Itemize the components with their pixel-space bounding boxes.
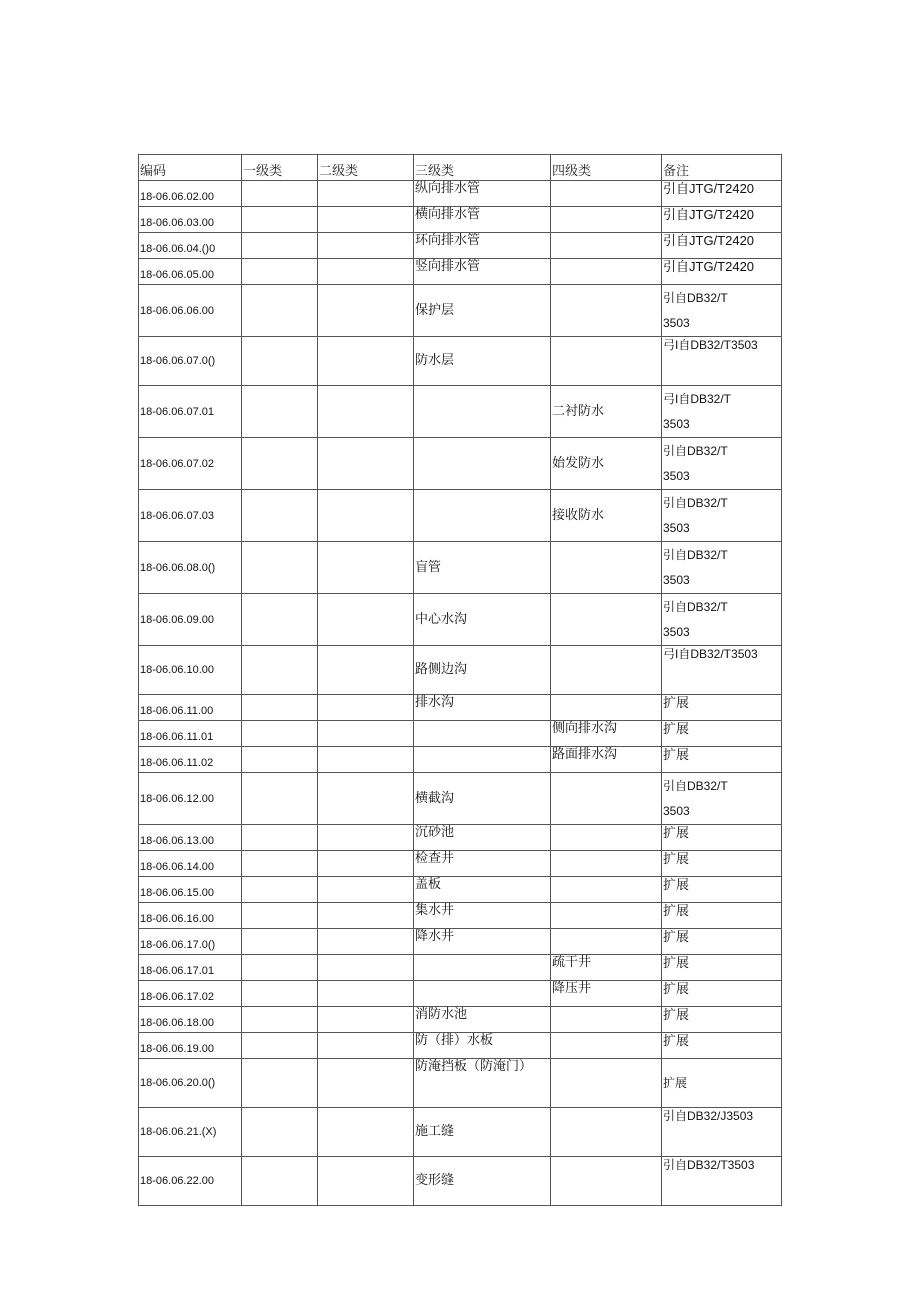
cell-level3: 横截沟: [414, 773, 551, 825]
cell-code: 18-06.06.05.00: [139, 259, 242, 285]
cell-level1: [242, 851, 318, 877]
cell-level2: [318, 955, 414, 981]
cell-level1: [242, 646, 318, 695]
cell-level2: [318, 903, 414, 929]
table-header-row: [139, 155, 782, 181]
cell-level2: [318, 721, 414, 747]
table-row: [139, 773, 782, 825]
cell-level4: [551, 207, 662, 233]
cell-level2: [318, 1033, 414, 1059]
table-row: [139, 877, 782, 903]
cell-level1: [242, 981, 318, 1007]
header-level4: 四级类: [551, 155, 662, 181]
cell-level3: 路侧边沟: [414, 646, 551, 695]
table-row: [139, 542, 782, 594]
cell-level4: [551, 542, 662, 594]
cell-note-line2: 3503: [663, 417, 690, 431]
table-row: [139, 490, 782, 542]
cell-note: 引自JTG/T2420: [662, 181, 782, 207]
cell-level1: [242, 285, 318, 337]
cell-level2: [318, 438, 414, 490]
cell-level3: 施工缝: [414, 1108, 551, 1157]
cell-level4: [551, 903, 662, 929]
cell-code: 18-06.06.07.01: [139, 386, 242, 438]
cell-level1: [242, 695, 318, 721]
cell-level1: [242, 1108, 318, 1157]
cell-level4: [551, 337, 662, 386]
cell-level1: [242, 877, 318, 903]
cell-note-line1: 引自DB32/T: [663, 496, 728, 510]
cell-code: 18-06.06.11.02: [139, 747, 242, 773]
cell-level4: [551, 1033, 662, 1059]
cell-level4: [551, 825, 662, 851]
cell-level2: [318, 259, 414, 285]
table-row: [139, 337, 782, 386]
cell-level3: [414, 747, 551, 773]
cell-level3: 沉砂池: [414, 825, 551, 851]
cell-code: 18-06.06.14.00: [139, 851, 242, 877]
cell-note: 引自DB32/J3503: [662, 1108, 782, 1157]
cell-level3: 盲管: [414, 542, 551, 594]
cell-level2: [318, 594, 414, 646]
cell-code: 18-06.06.16.00: [139, 903, 242, 929]
cell-level1: [242, 337, 318, 386]
cell-level2: [318, 386, 414, 438]
table-row: [139, 929, 782, 955]
cell-note: 引自JTG/T2420: [662, 207, 782, 233]
cell-level4: [551, 1007, 662, 1033]
cell-level2: [318, 490, 414, 542]
cell-note-line1: 引自DB32/T: [663, 779, 728, 793]
cell-note-line1: 引自DB32/T: [663, 291, 728, 305]
cell-code: 18-06.06.22.00: [139, 1157, 242, 1206]
cell-level1: [242, 1157, 318, 1206]
cell-note: 扩展: [662, 955, 782, 981]
cell-code: 18-06.06.17.01: [139, 955, 242, 981]
cell-code: 18-06.06.07.0(): [139, 337, 242, 386]
cell-code: 18-06.06.11.01: [139, 721, 242, 747]
cell-note: 扩展: [662, 695, 782, 721]
cell-note-line2: 3503: [663, 804, 690, 818]
header-level1: 一级类: [242, 155, 318, 181]
cell-level2: [318, 773, 414, 825]
cell-level1: [242, 903, 318, 929]
cell-level2: [318, 1059, 414, 1108]
cell-level3: 环向排水管: [414, 233, 551, 259]
table-row: [139, 1157, 782, 1206]
cell-level1: [242, 1033, 318, 1059]
cell-level1: [242, 233, 318, 259]
cell-level2: [318, 181, 414, 207]
table-row: [139, 721, 782, 747]
cell-note: [662, 594, 782, 646]
cell-level2: [318, 981, 414, 1007]
cell-level4: [551, 233, 662, 259]
table-row: [139, 851, 782, 877]
cell-note-line2: 3503: [663, 316, 690, 330]
cell-level4: [551, 929, 662, 955]
cell-code: 18-06.06.13.00: [139, 825, 242, 851]
cell-code: 18-06.06.20.0(): [139, 1059, 242, 1108]
cell-level4: [551, 851, 662, 877]
cell-note: 引自JTG/T2420: [662, 259, 782, 285]
cell-level2: [318, 695, 414, 721]
cell-note-line1: 弓I自DB32/T: [663, 392, 732, 406]
cell-level3: 竖向排水管: [414, 259, 551, 285]
cell-level3: 中心水沟: [414, 594, 551, 646]
cell-level4: [551, 877, 662, 903]
cell-level4: [551, 285, 662, 337]
cell-note-line1: 引自DB32/T: [663, 548, 728, 562]
cell-level1: [242, 1059, 318, 1108]
table-row: [139, 386, 782, 438]
table-row: [139, 181, 782, 207]
cell-note: 扩展: [662, 929, 782, 955]
cell-level1: [242, 1007, 318, 1033]
cell-note: 引自DB32/T3503: [662, 1157, 782, 1206]
cell-level3: 纵向排水管: [414, 181, 551, 207]
cell-level3: 排水沟: [414, 695, 551, 721]
cell-level1: [242, 542, 318, 594]
cell-level3: 降水井: [414, 929, 551, 955]
cell-level4: 侧向排水沟: [551, 721, 662, 747]
cell-note: 扩展: [662, 747, 782, 773]
table-row: [139, 747, 782, 773]
cell-code: 18-06.06.11.00: [139, 695, 242, 721]
cell-note: 扩展: [662, 851, 782, 877]
table-row: [139, 903, 782, 929]
cell-code: 18-06.06.12.00: [139, 773, 242, 825]
cell-code: 18-06.06.07.02: [139, 438, 242, 490]
cell-level3: 保护层: [414, 285, 551, 337]
cell-level2: [318, 542, 414, 594]
header-level2: 二级类: [318, 155, 414, 181]
cell-level4: 接收防水: [551, 490, 662, 542]
cell-code: 18-06.06.07.03: [139, 490, 242, 542]
cell-note: 弓I自DB32/T3503: [662, 337, 782, 386]
cell-note: 扩展: [662, 877, 782, 903]
cell-level4: [551, 773, 662, 825]
table-row: [139, 981, 782, 1007]
cell-code: 18-06.06.17.02: [139, 981, 242, 1007]
cell-level2: [318, 825, 414, 851]
cell-note: 引自JTG/T2420: [662, 233, 782, 259]
header-code: 编码: [139, 155, 242, 181]
table-row: [139, 285, 782, 337]
cell-note: [662, 542, 782, 594]
cell-level1: [242, 955, 318, 981]
table-row: [139, 955, 782, 981]
cell-note-line2: 3503: [663, 625, 690, 639]
cell-code: 18-06.06.04.()0: [139, 233, 242, 259]
cell-note: [662, 285, 782, 337]
cell-level2: [318, 929, 414, 955]
cell-note: [662, 490, 782, 542]
cell-note-line1: 引自DB32/T: [663, 444, 728, 458]
cell-level1: [242, 929, 318, 955]
cell-level3: [414, 386, 551, 438]
cell-level4: [551, 181, 662, 207]
cell-level3: 变形缝: [414, 1157, 551, 1206]
cell-code: 18-06.06.03.00: [139, 207, 242, 233]
cell-level3: [414, 955, 551, 981]
cell-note-line1: 引自DB32/T: [663, 600, 728, 614]
cell-level4: 降压井: [551, 981, 662, 1007]
cell-level3: 横向排水管: [414, 207, 551, 233]
cell-level4: [551, 1059, 662, 1108]
cell-level2: [318, 1157, 414, 1206]
cell-level4: 路面排水沟: [551, 747, 662, 773]
cell-level4: [551, 1157, 662, 1206]
table-row: [139, 1007, 782, 1033]
header-level3: 三级类: [414, 155, 551, 181]
cell-note: 弓I自DB32/T3503: [662, 646, 782, 695]
cell-level1: [242, 773, 318, 825]
cell-level1: [242, 259, 318, 285]
cell-level4: [551, 1108, 662, 1157]
classification-table: [138, 154, 782, 1206]
table-row: [139, 438, 782, 490]
table-row: [139, 1059, 782, 1108]
cell-note: 扩展: [662, 1059, 782, 1108]
cell-note: [662, 438, 782, 490]
cell-code: 18-06.06.10.00: [139, 646, 242, 695]
cell-level2: [318, 233, 414, 259]
cell-level3: [414, 721, 551, 747]
cell-level3: 检查井: [414, 851, 551, 877]
cell-note: [662, 773, 782, 825]
cell-level3: [414, 981, 551, 1007]
header-note: 备注: [662, 155, 782, 181]
cell-level4: [551, 646, 662, 695]
table-row: [139, 1108, 782, 1157]
cell-level4: 始发防水: [551, 438, 662, 490]
cell-code: 18-06.06.02.00: [139, 181, 242, 207]
cell-level3: 防（排）水板: [414, 1033, 551, 1059]
cell-code: 18-06.06.18.00: [139, 1007, 242, 1033]
cell-level1: [242, 594, 318, 646]
cell-level1: [242, 721, 318, 747]
cell-level2: [318, 747, 414, 773]
cell-code: 18-06.06.21.(X): [139, 1108, 242, 1157]
cell-level3: 盖板: [414, 877, 551, 903]
table-row: [139, 233, 782, 259]
cell-level1: [242, 207, 318, 233]
table-row: [139, 646, 782, 695]
cell-note: 扩展: [662, 981, 782, 1007]
cell-level4: 二衬防水: [551, 386, 662, 438]
cell-level2: [318, 285, 414, 337]
table-row: [139, 825, 782, 851]
table-row: [139, 695, 782, 721]
cell-code: 18-06.06.19.00: [139, 1033, 242, 1059]
cell-level2: [318, 337, 414, 386]
cell-level1: [242, 490, 318, 542]
table-row: [139, 1033, 782, 1059]
cell-level3: 消防水池: [414, 1007, 551, 1033]
cell-note: 扩展: [662, 825, 782, 851]
cell-code: 18-06.06.17.0(): [139, 929, 242, 955]
table-row: [139, 207, 782, 233]
cell-note-line2: 3503: [663, 573, 690, 587]
cell-note: 扩展: [662, 721, 782, 747]
table-row: [139, 259, 782, 285]
cell-level2: [318, 646, 414, 695]
cell-note-line2: 3503: [663, 469, 690, 483]
cell-level4: [551, 259, 662, 285]
cell-code: 18-06.06.15.00: [139, 877, 242, 903]
cell-level4: [551, 695, 662, 721]
cell-level1: [242, 747, 318, 773]
table-row: [139, 594, 782, 646]
cell-note: 扩展: [662, 1033, 782, 1059]
cell-level4: 疏干井: [551, 955, 662, 981]
cell-level3: [414, 438, 551, 490]
cell-level3: 防淹挡板（防淹门）: [414, 1059, 551, 1108]
cell-code: 18-06.06.08.0(): [139, 542, 242, 594]
cell-note-line2: 3503: [663, 521, 690, 535]
cell-level3: [414, 490, 551, 542]
cell-level2: [318, 877, 414, 903]
cell-code: 18-06.06.06.00: [139, 285, 242, 337]
cell-level1: [242, 438, 318, 490]
cell-note: 扩展: [662, 1007, 782, 1033]
cell-level2: [318, 851, 414, 877]
cell-level2: [318, 207, 414, 233]
cell-level3: 集水井: [414, 903, 551, 929]
cell-level4: [551, 594, 662, 646]
cell-level1: [242, 181, 318, 207]
cell-level1: [242, 825, 318, 851]
cell-level2: [318, 1108, 414, 1157]
cell-note: [662, 386, 782, 438]
cell-note: 扩展: [662, 903, 782, 929]
cell-level1: [242, 386, 318, 438]
cell-level3: 防水层: [414, 337, 551, 386]
cell-level2: [318, 1007, 414, 1033]
cell-code: 18-06.06.09.00: [139, 594, 242, 646]
